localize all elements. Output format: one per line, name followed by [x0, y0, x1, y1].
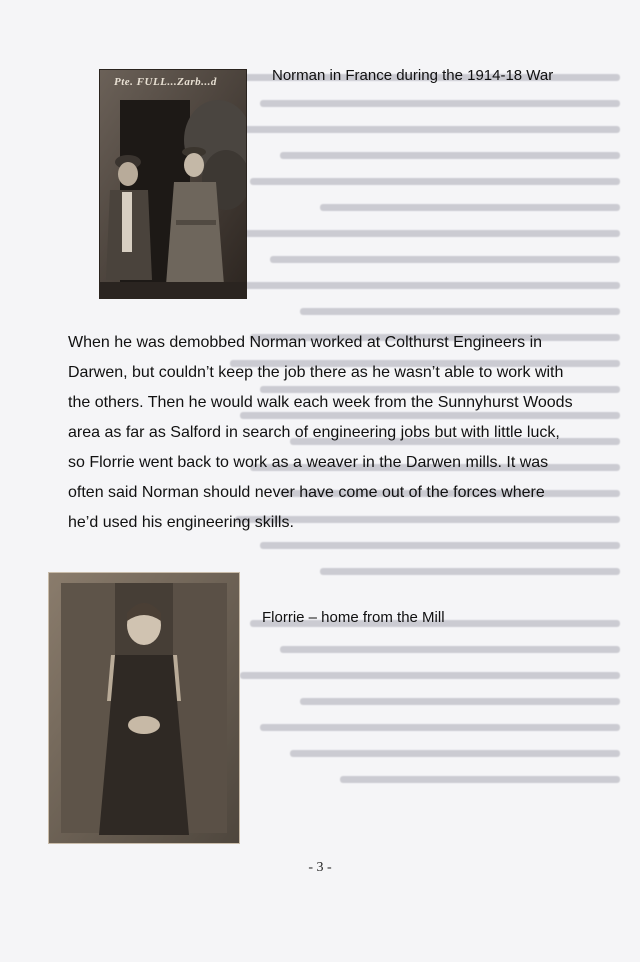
photo-norman-in-france [100, 70, 246, 298]
photo-florrie-illustration [49, 573, 239, 843]
caption-norman: Norman in France during the 1914-18 War [272, 67, 554, 84]
photo-norman-illustration [100, 70, 246, 298]
caption-florrie: Florrie – home from the Mill [262, 609, 445, 626]
photo-florrie [48, 572, 240, 844]
page-number: - 3 - [308, 860, 332, 875]
photo-inscription: Pte. FULL...Zarb...d [114, 76, 217, 88]
body-paragraph: When he was demobbed Norman worked at Colthurst Engineers in Darwen, but couldn’t keep the job there as he wasn’t able to work with the others. Then he would walk each week from the Sunnyhurst Woods area as far as Salford in search of engineering jobs but with little luck, so Florrie went back to work as a weaver in the Darwen mills. It was often said Norman should never have come out of the forces where he’d used his engineering skills. [68, 334, 573, 531]
